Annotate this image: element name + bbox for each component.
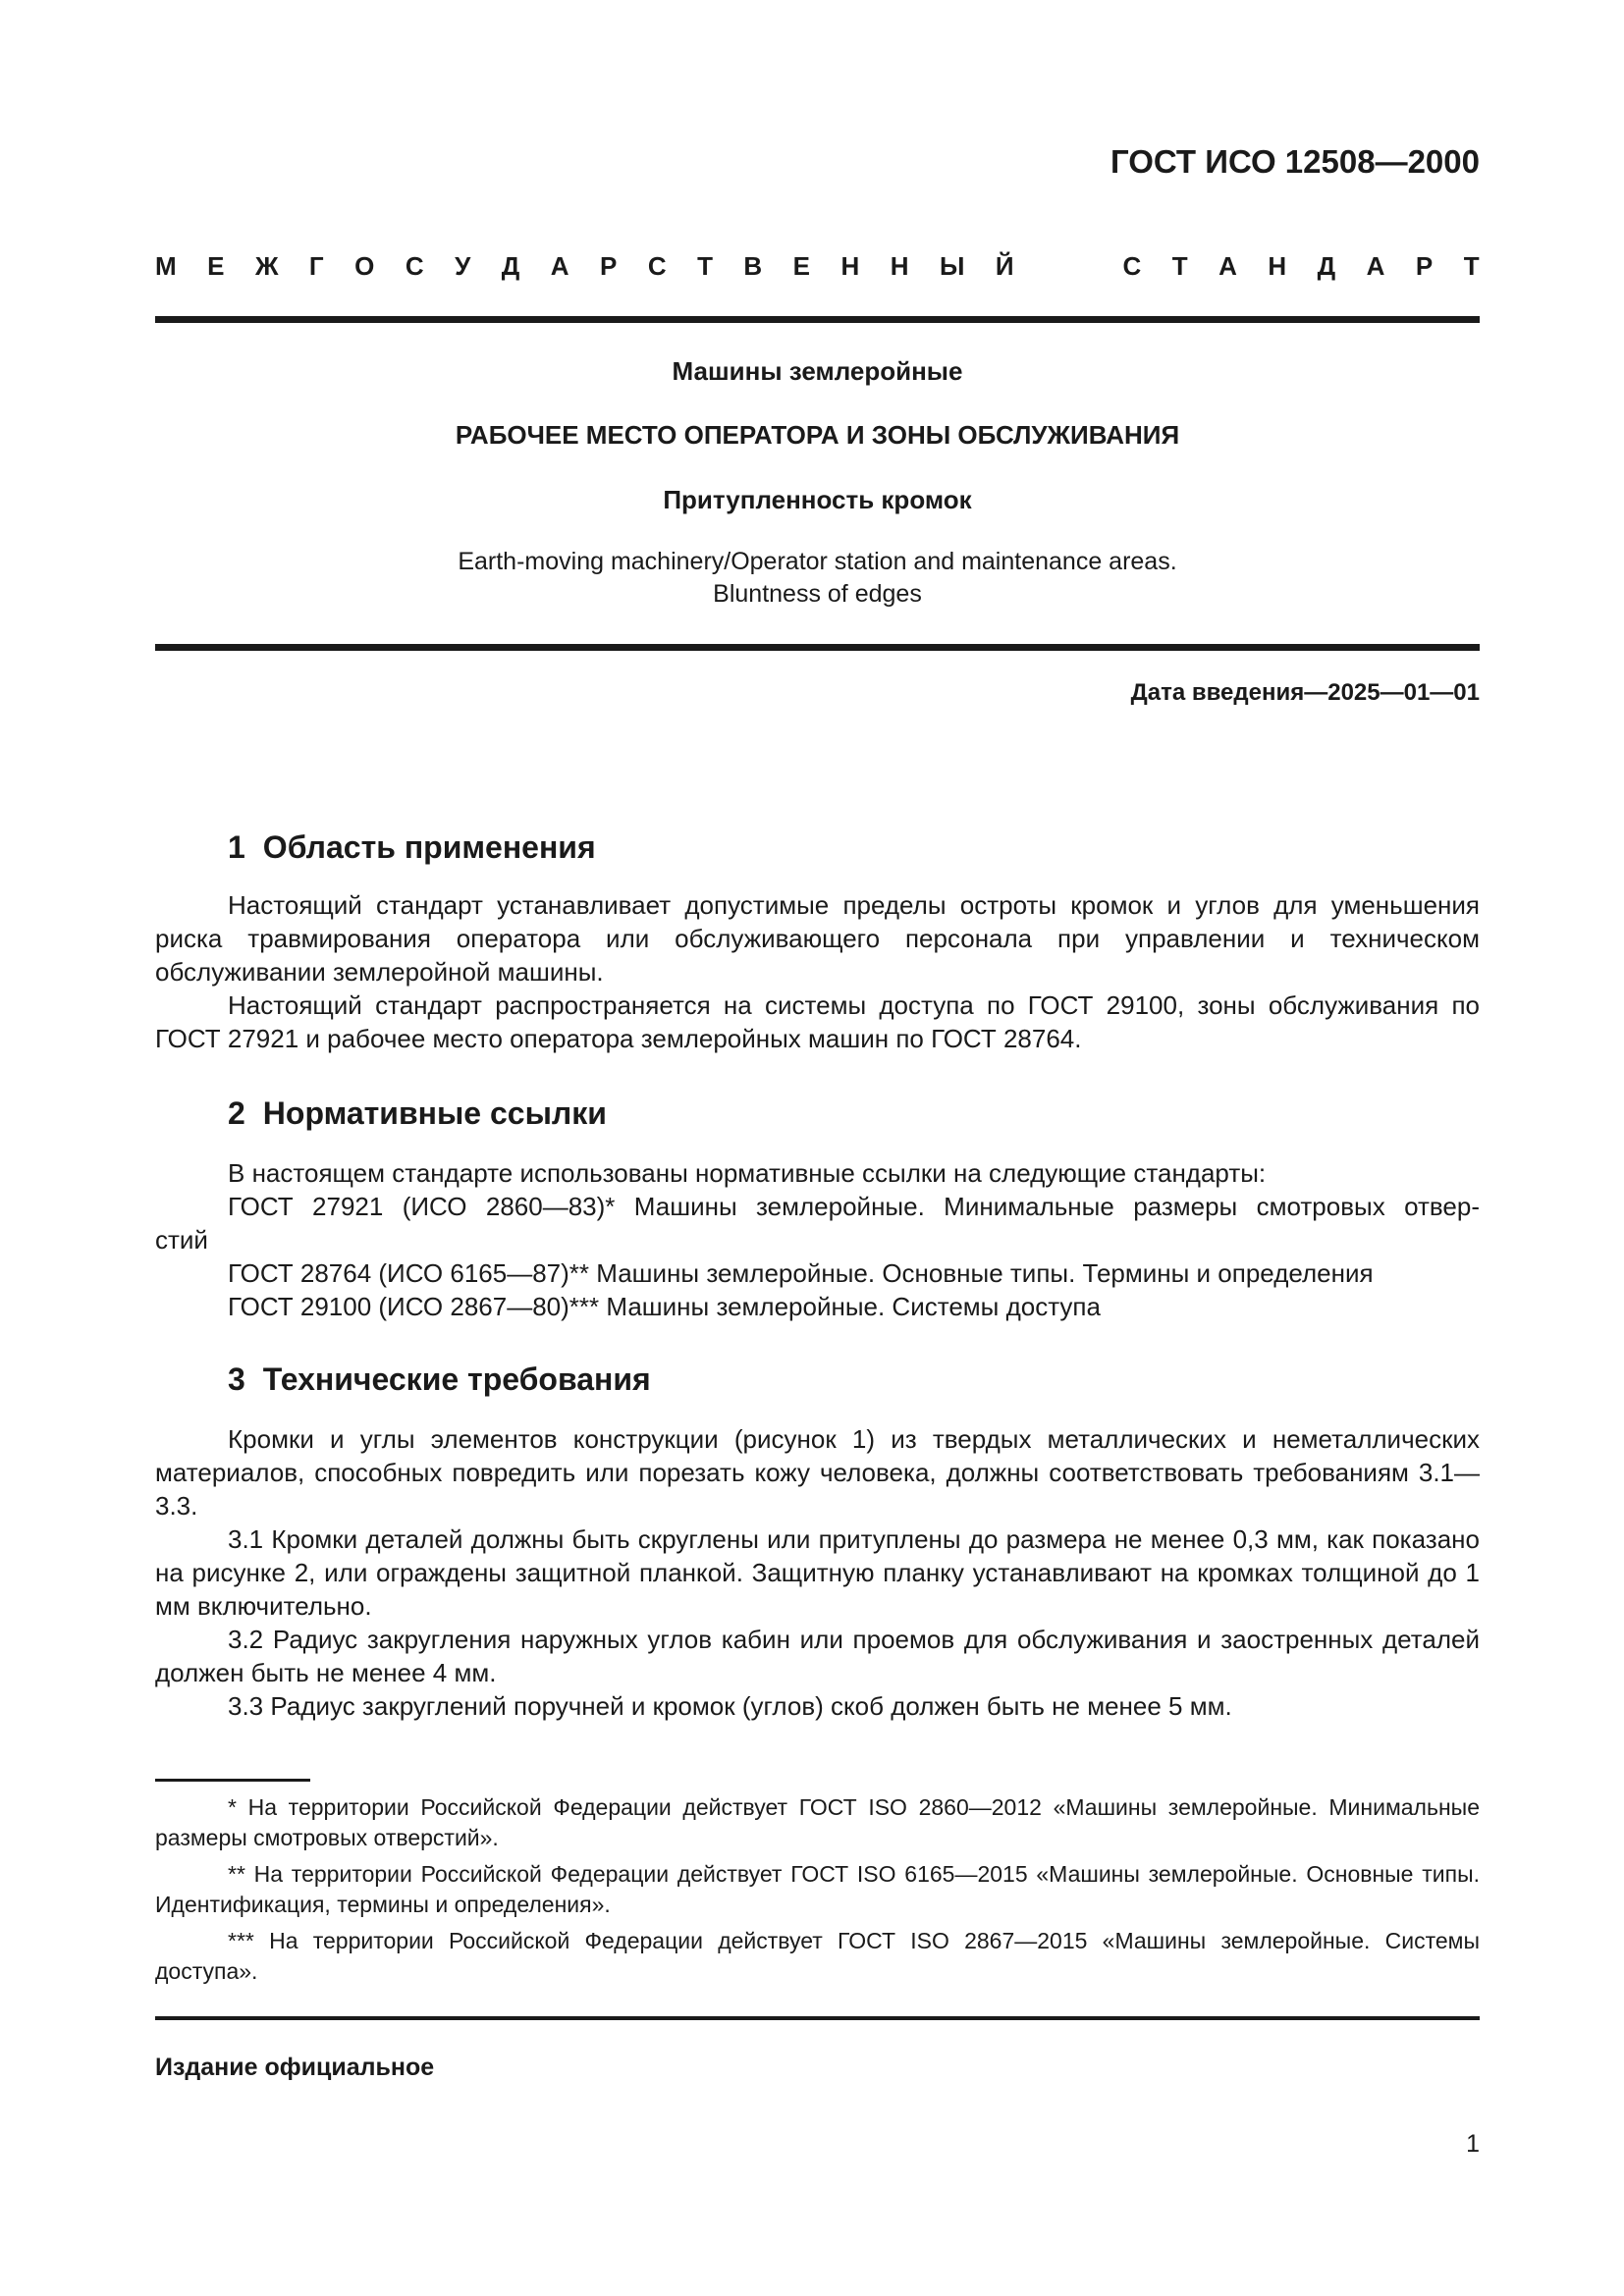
letter: О xyxy=(354,251,375,281)
footnote: * На территории Российской Федерации действует ГОСТ ISO 2860—2012 «Машины землеройные. Минимальные размеры смотровых отверстий». xyxy=(155,1794,1480,1850)
reference-item: ГОСТ 27921 (ИСО 2860—83)* Машины землеройные. Минимальные размеры смотровых отвер- xyxy=(228,1192,1480,1221)
letter: Ы xyxy=(939,251,965,281)
letter: С xyxy=(405,251,424,281)
letter: А xyxy=(1366,251,1385,281)
title-group: Машины землеройные xyxy=(672,356,963,386)
letter: Т xyxy=(697,251,713,281)
paragraph: 3.3 Радиус закруглений поручней и кромок (углов) скоб должен быть не менее 5 мм. xyxy=(228,1691,1232,1721)
english-title-line: Earth-moving machinery/Operator station and maintenance areas. xyxy=(458,548,1177,575)
letter: Д xyxy=(501,251,520,281)
letter: В xyxy=(743,251,763,281)
letter: Н xyxy=(840,251,860,281)
letter: С xyxy=(1122,251,1142,281)
paragraph: В настоящем стандарте использованы нормативные ссылки на следующие стандарты: xyxy=(228,1158,1267,1188)
letter: Ж xyxy=(254,251,279,281)
letter: Е xyxy=(207,251,225,281)
standard-type-heading xyxy=(155,251,1480,282)
letter: Т xyxy=(1171,251,1188,281)
letter: Д xyxy=(1317,251,1336,281)
letter: Г xyxy=(308,251,324,281)
reference-item-continued: стий xyxy=(155,1225,208,1255)
reference-item: ГОСТ 29100 (ИСО 2867—80)*** Машины землеройные. Системы доступа xyxy=(228,1292,1101,1321)
section-title: Область применения xyxy=(262,829,596,865)
paragraph: Настоящий стандарт распространяется на системы доступа по ГОСТ 29100, зоны обслуживания по ГОСТ 27921 и рабочее место оператора землеройных машин по ГОСТ 28764. xyxy=(155,990,1480,1053)
letter: С xyxy=(647,251,667,281)
letter: А xyxy=(550,251,569,281)
paragraph: 3.1 Кромки деталей должны быть скруглены или притуплены до размера не менее 0,3 мм, как показано на рисунке 2, или ограждены защитной планкой. Защитную планку устанавливают на кромках толщиной до 1 мм включительно. xyxy=(155,1524,1480,1621)
section-number: 2 xyxy=(228,1095,245,1131)
paragraph: Настоящий стандарт устанавливает допустимые пределы остроты кромок и углов для уменьшения риска травмирования оператора или обслуживающего персонала при управлении и техническом обслуживании землеройной машины. xyxy=(155,890,1480,987)
footnote-separator xyxy=(155,1779,310,1782)
top-rule xyxy=(155,316,1480,323)
letter: М xyxy=(155,251,177,281)
letter: Р xyxy=(1415,251,1434,281)
letter: Т xyxy=(1463,251,1480,281)
english-title-line: Bluntness of edges xyxy=(713,580,922,608)
letter: Е xyxy=(792,251,811,281)
letter: Й xyxy=(995,251,1014,281)
section-heading xyxy=(228,1095,607,1132)
section-title: Технические требования xyxy=(262,1362,651,1397)
section-heading xyxy=(228,1362,651,1398)
document-page xyxy=(155,0,1480,2296)
page-number: 1 xyxy=(1466,2130,1480,2158)
english-title xyxy=(155,546,1480,611)
reference-item: ГОСТ 28764 (ИСО 6165—87)** Машины землеройные. Основные типы. Термины и определения xyxy=(228,1258,1374,1288)
footer-rule xyxy=(155,2016,1480,2020)
paragraph: 3.2 Радиус закругления наружных углов кабин или проемов для обслуживания и заостренных деталей должен быть не менее 4 мм. xyxy=(155,1625,1480,1687)
title-main: РАБОЧЕЕ МЕСТО ОПЕРАТОРА И ЗОНЫ ОБСЛУЖИВАНИЯ xyxy=(455,420,1180,450)
footnote: *** На территории Российской Федерации действует ГОСТ ISO 2867—2015 «Машины землеройные. Системы доступа». xyxy=(155,1928,1480,1984)
section-number: 1 xyxy=(228,829,245,865)
section-heading xyxy=(228,829,596,866)
letter: Н xyxy=(1268,251,1287,281)
letter: У xyxy=(455,251,471,281)
title-rule xyxy=(155,644,1480,651)
letter: Н xyxy=(890,251,909,281)
section-title: Нормативные ссылки xyxy=(262,1095,607,1131)
title-sub: Притупленность кромок xyxy=(663,485,972,514)
letter: А xyxy=(1218,251,1237,281)
section-number: 3 xyxy=(228,1362,245,1397)
paragraph: Кромки и углы элементов конструкции (рисунок 1) из твердых металлических и неметаллических материалов, способных повредить или порезать кожу человека, должны соответствовать требованиям 3.1—3.3. xyxy=(155,1424,1480,1521)
introduction-date: Дата введения—2025—01—01 xyxy=(1130,679,1480,706)
document-number: ГОСТ ИСО 12508—2000 xyxy=(1110,143,1480,180)
letter: Р xyxy=(600,251,618,281)
word-gap xyxy=(1045,251,1092,282)
edition-label: Издание официальное xyxy=(155,2054,435,2081)
footnote: ** На территории Российской Федерации действует ГОСТ ISO 6165—2015 «Машины землеройные. Основные типы. Идентификация, термины и определения». xyxy=(155,1861,1480,1917)
